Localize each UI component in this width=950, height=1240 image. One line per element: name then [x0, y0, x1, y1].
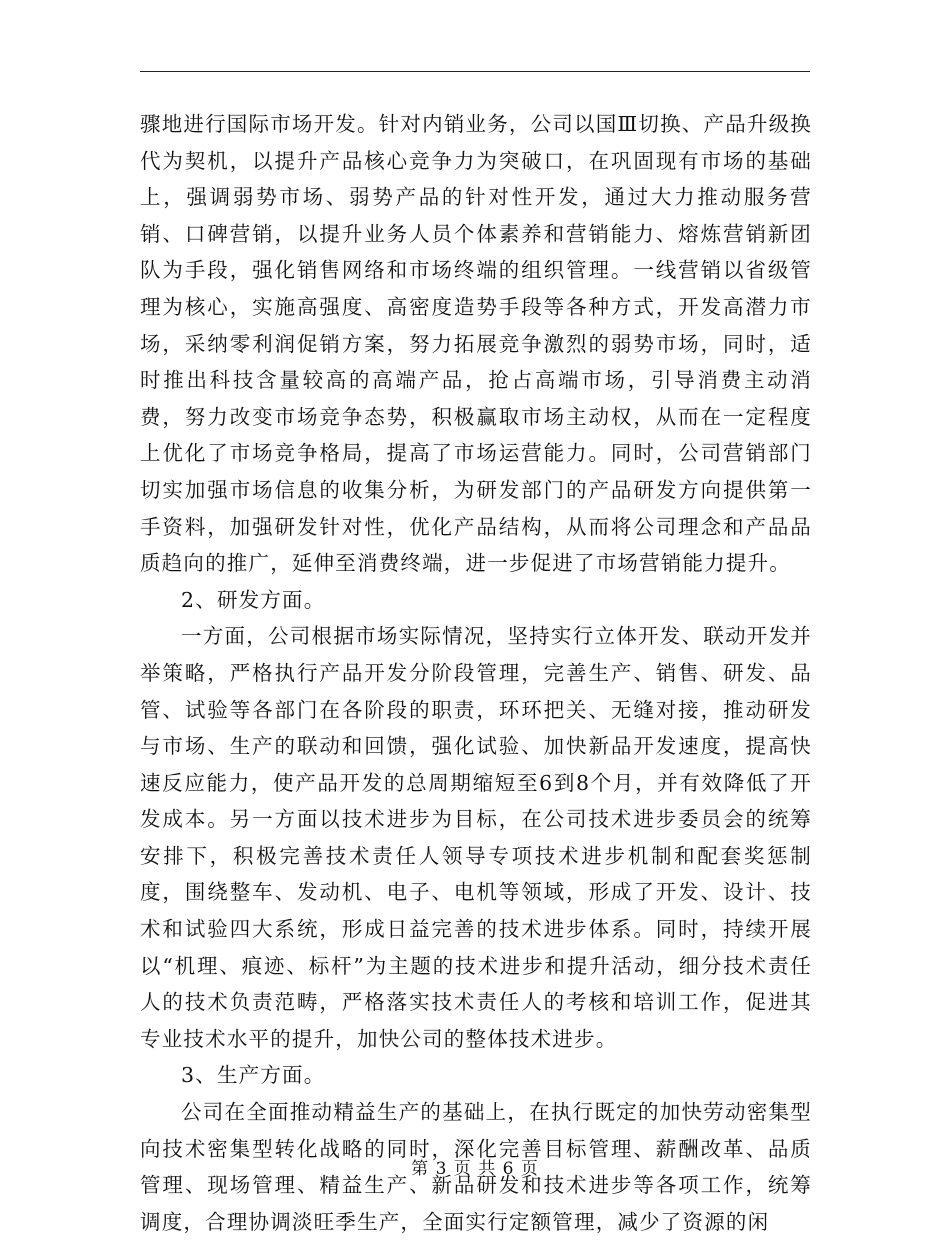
- section-heading-rnd: 2、研发方面。: [181, 587, 326, 612]
- paragraph-rnd: 一方面，公司根据市场实际情况，坚持实行立体开发、联动开发并举策略，严格执行产品开发分阶段管理，完善生产、销售、研发、品管、试验等各部门在各阶段的职责，环环把关、无缝对接，推动研发与市场、生产的联动和回馈，强化试验、加快新品开发速度，提高快速反应能力，使产品开发的总周期缩短至6到8个月，并有效降低了开发成本。另一方面以技术进步为目标，在公司技术进步委员会的统筹安排下，积极完善技术责任人领导专项技术进步机制和配套奖惩制度，围绕整车、发动机、电子、电机等领域，形成了开发、设计、技术和试验四大系统，形成日益完善的技术进步体系。同时，持续开展以“机理、痕迹、标杆”为主题的技术进步和提升活动，细分技术责任人的技术负责范畴，严格落实技术责任人的考核和培训工作，促进其专业技术水平的提升，加快公司的整体技术进步。: [140, 624, 812, 1051]
- header-rule: [140, 71, 810, 72]
- document-body: [140, 106, 812, 1240]
- paragraph-production: 公司在全面推动精益生产的基础上，在执行既定的加快劳动密集型向技术密集型转化战略的同时，深化完善目标管理、薪酬改革、品质管理、现场管理、精益生产、新品研发和技术进步等各项工作，统筹调度，合理协调淡旺季生产，全面实行定额管理，减少了资源的闲: [140, 1100, 812, 1234]
- page-number-footer: 第 3 页 共 6 页: [411, 1159, 539, 1179]
- paragraph-marketing: 骤地进行国际市场开发。针对内销业务，公司以国Ⅲ切换、产品升级换代为契机，以提升产品核心竞争力为突破口，在巩固现有市场的基础上，强调弱势市场、弱势产品的针对性开发，通过大力推动服务营销、口碑营销，以提升业务人员个体素养和营销能力、熔炼营销新团队为手段，强化销售网络和市场终端的组织管理。一线营销以省级管理为核心，实施高强度、高密度造势手段等各种方式，开发高潜力市场，采纳零利润促销方案，努力拓展竞争激烈的弱势市场，同时，适时推出科技含量较高的高端产品，抢占高端市场，引导消费主动消费，努力改变市场竞争态势，积极赢取市场主动权，从而在一定程度上优化了市场竞争格局，提高了市场运营能力。同时，公司营销部门切实加强市场信息的收集分析，为研发部门的产品研发方向提供第一手资料，加强研发针对性，优化产品结构，从而将公司理念和产品品质趋向的推广，延伸至消费终端，进一步促进了市场营销能力提升。: [140, 112, 812, 576]
- section-heading-production: 3、生产方面。: [181, 1063, 326, 1088]
